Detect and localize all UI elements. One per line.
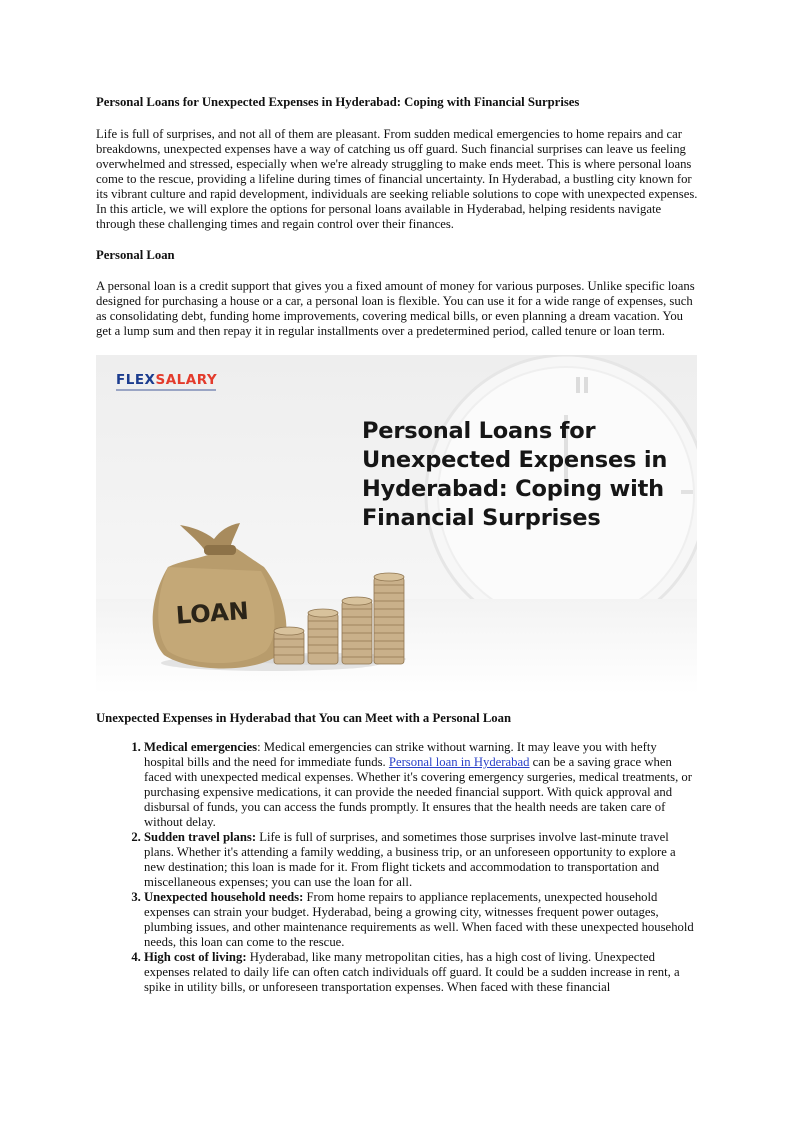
- personal-loan-hyderabad-link[interactable]: Personal loan in Hyderabad: [388, 755, 530, 769]
- list-item-text: : Medical emergencies can strike without warning. It may leave you with hefty hospital bills and the need for immediate funds.: [144, 740, 657, 769]
- list-item-label: Medical emergencies: [144, 740, 258, 754]
- list-item: [144, 740, 698, 830]
- bag-label-text: LOAN: [174, 596, 250, 630]
- document-title: Personal Loans for Unexpected Expenses in Hyderabad: Coping with Financial Surprises: [96, 95, 580, 109]
- expenses-list: [96, 740, 698, 995]
- list-item-text: From home repairs to appliance replacements, unexpected household expenses can strain your budget. Hyderabad, being a growing city, witnesses frequent power outages, plumbing issues, and other maintenance requirements as well. When faced with these unexpected household needs, this loan can come to the rescue.: [144, 890, 694, 949]
- unexpected-expenses-heading: Unexpected Expenses in Hyderabad that You can Meet with a Personal Loan: [96, 711, 512, 725]
- list-item-text: can be a saving grace when faced with unexpected medical expenses. Whether it's covering emergency surgeries, medical treatments, or purchasing expensive medications, it can provide the needed financial support. With quick approval and disbursal of funds, you can access the funds promptly. It ensures that the health needs are taken care of without delay.: [144, 755, 692, 829]
- coin-stacks: [274, 573, 404, 664]
- list-item-text: Life is full of surprises, and sometimes those surprises involve last-minute travel plans. Whether it's attending a family wedding, a business trip, or an unforeseen opportunity to explore a new destination; this loan is made for it. From flight tickets and accommodation to transportation and miscellaneous expenses; you can use the loan for all.: [144, 830, 676, 889]
- list-item-text: Hyderabad, like many metropolitan cities, has a high cost of living. Unexpected expenses related to daily life can often catch individuals off guard. It could be a sudden increase in rent, a spike in utility bills, or unforeseen transportation expenses. When faced with these financial: [144, 950, 680, 994]
- list-item: [144, 890, 698, 950]
- logo-text-salary: SALARY: [155, 372, 218, 388]
- personal-loan-heading: Personal Loan: [96, 248, 175, 262]
- list-item: [144, 950, 698, 995]
- list-item: [144, 830, 698, 890]
- hero-image: [96, 355, 697, 694]
- list-item-label: Sudden travel plans:: [144, 830, 257, 844]
- list-item-label: Unexpected household needs:: [144, 890, 304, 904]
- list-item-label: High cost of living:: [144, 950, 247, 964]
- personal-loan-paragraph: A personal loan is a credit support that gives you a fixed amount of money for various purposes. Unlike specific loans designed for purchasing a house or a car, a personal loan is flexible. You can use it for a wide range of expenses, such as consolidating debt, funding home improvements, covering medical bills, or even planning a dream vacation. You get a lump sum and then repay it in regular installments over a predetermined period, called tenure or loan term.: [96, 279, 695, 338]
- logo-text-flex: FLEX: [116, 372, 156, 388]
- hero-headline: Personal Loans for Unexpected Expenses in Hyderabad: Coping with Financial Surprises: [362, 418, 668, 531]
- loan-bag-and-coins-illustration: [96, 355, 697, 694]
- intro-paragraph: Life is full of surprises, and not all of them are pleasant. From sudden medical emergencies to home repairs and car breakdowns, unexpected expenses have a way of catching us off guard. Such financial surprises can leave us feeling overwhelmed and stressed, especially when we're already struggling to make ends meet. This is where personal loans come to the rescue, providing a lifeline during times of financial uncertainty. In Hyderabad, a bustling city known for its vibrant culture and rapid development, individuals are seeking reliable solutions to cope with unexpected expenses. In this article, we will explore the options for personal loans available in Hyderabad, helping residents navigate through these challenging times and regain control over their finances.: [96, 127, 698, 231]
- document-page: [96, 94, 698, 995]
